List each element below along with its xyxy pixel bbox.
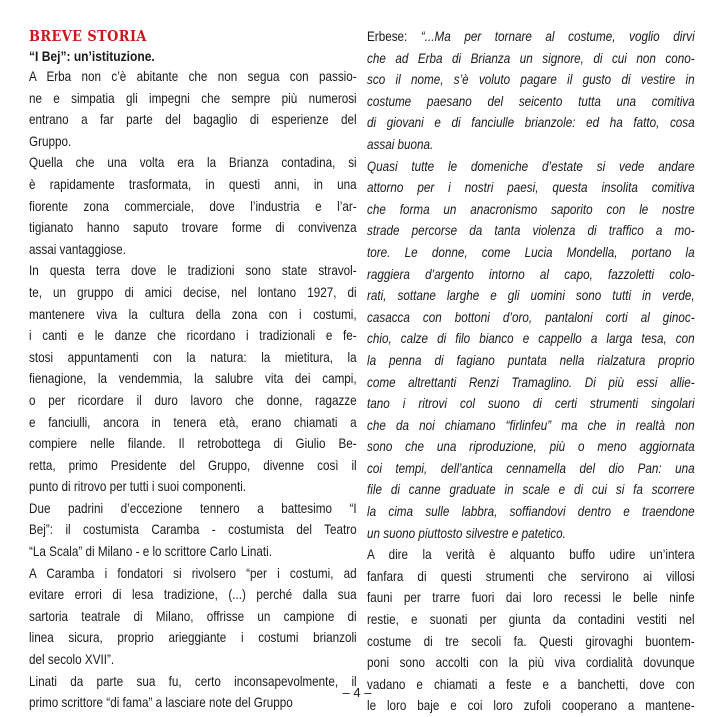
quote-line: sono che una riproduzione, più o meno aggiornata	[367, 439, 695, 455]
body-line: stosi appuntamenti con la natura: la mietitura, la	[29, 349, 357, 365]
quote-line: che ad Erba di Brianza un signore, di cui non cono-	[367, 50, 695, 66]
body-line: ne e simpatia gli impegni che sempre più numerosi	[29, 90, 357, 106]
quote-line: la penna di fagiano puntata nella rialzatura proprio	[367, 352, 695, 368]
quote-line: assai buona.	[367, 136, 434, 152]
body-line: “La Scala” di Milano - e lo scrittore Carlo Linati.	[29, 544, 273, 560]
right-first-italic: “...Ma per tornare al costume, voglio dirvi	[420, 29, 695, 44]
quote-line: raggiera d’argento intorno al capo, fazzoletti colo-	[367, 266, 695, 282]
body-line: i canti e le danze che ricordano i tradizionali e fe-	[29, 328, 357, 344]
quote-line: coi tempi, dell’antica cennamella del dio Pan: una	[367, 460, 695, 476]
quote-line: un suono piuttosto silvestre e patetico.	[367, 525, 566, 541]
quote-line: come altrettanti Renzi Tramaglino. Di più essi allie-	[367, 374, 695, 390]
body-line: A dire la verità è alquanto buffo udire un’intera	[367, 547, 695, 563]
body-line: Quella che una volta era la Brianza contadina, si	[29, 155, 357, 171]
body-line: Due padrini d’eccezione tennero a battesimo “I	[29, 500, 357, 516]
body-line: linea sicura, proprio arieggiante i costumi brianzoli	[29, 630, 357, 646]
body-line: punto di ritrovo per tutti i suoi componenti.	[29, 479, 247, 495]
body-line: o per ricordare il duro lavoro che donne, ragazze	[29, 392, 357, 408]
body-line: restie, e suonati per giunta da contadini vestiti nel	[367, 612, 695, 628]
quote-line: tore. Le donne, come Lucia Mondella, portano la	[367, 244, 695, 260]
body-line: assai vantaggiose.	[29, 241, 126, 257]
right-column	[367, 26, 695, 717]
quote-line: file di canne graduate in scale e di cui si fa scorrere	[367, 482, 695, 498]
body-line: fanfara di questi strumenti che servirono ai villosi	[367, 568, 695, 584]
quote-line: Quasi tutte le domeniche d’estate si vede andare	[367, 158, 695, 174]
body-line: In questa terra dove le tradizioni sono state stravol-	[29, 263, 357, 279]
body-line: è rapidamente trasformata, in questi anni, in una	[29, 176, 357, 192]
quote-line: costume paesano del seicento tutta una comitiva	[367, 93, 695, 109]
body-line: mantenere viva la cultura della zona con i costumi,	[29, 306, 357, 322]
body-line: retta, primo Presidente del Gruppo, divenne così il	[29, 457, 357, 473]
quote-line: che forma un anacronismo saporito con le nostre	[367, 201, 695, 217]
body-line: Linati da parte sua fu, certo inconsapevolmente, il	[29, 673, 357, 689]
quote-line: la cima sulle labbra, soffiandovi dentro e traendone	[367, 504, 695, 520]
body-line: evitare errori di lesa tradizione, (...) perché dalla sua	[29, 587, 357, 603]
quote-line: rati, sottane larghe e gli uomini sono tutti in verde,	[367, 288, 695, 304]
body-line: e fanciulli, ancora in tenera età, erano chiamati a	[29, 414, 357, 430]
body-line: le loro baje e coi loro zufoli cooperano a mantene-	[367, 698, 695, 714]
body-line: fiorente zona commerciale, dove l’industria e l’ar-	[29, 198, 357, 214]
quote-line: attorno per i nostri paesi, questa insolita comitiva	[367, 180, 695, 196]
quote-line: che da noi chiamano “firlinfeu” ma che in realtà non	[367, 417, 695, 433]
quote-line: chio, calze di filo bianco e cappello a larga tesa, con	[367, 331, 695, 347]
body-line: Gruppo.	[29, 133, 72, 149]
subtitle: “I Bej”: un’istituzione.	[29, 48, 155, 64]
body-line: tigianato hanno saputo trovare forme di convivenza	[29, 220, 357, 236]
section-title: BREVE STORIA	[29, 27, 147, 45]
left-body-text	[29, 66, 357, 714]
right-body-text	[367, 26, 695, 717]
body-line: fauni per trarre fuori dai loro recessi le belle ninfe	[367, 590, 695, 606]
body-line: compiere nelle filande. Il retrobottega di Giulio Be-	[29, 436, 357, 452]
right-first-prefix: Erbese:	[367, 29, 421, 44]
quote-line: tano i ritrovi col suono di certi strumenti singolari	[367, 396, 695, 412]
body-line: A Erba non c’è abitante che non segua con passio-	[29, 69, 357, 84]
body-line: poni sono accolti con la più viva cordialità dovunque	[367, 655, 695, 671]
body-line: A Caramba i fondatori si rivolsero “per i costumi, ad	[29, 565, 357, 581]
body-line: vadano e chiamati a feste e a banchetti, dove con	[367, 676, 695, 692]
page-number: – 4 –	[342, 685, 372, 700]
body-line: primo scrittore “di fama” a lasciare note del Gruppo	[29, 695, 293, 711]
body-line: Bej”: il costumista Caramba - costumista del Teatro	[29, 522, 357, 538]
body-line: entrano a far parte del bagaglio di esperienze del	[29, 112, 357, 128]
body-line: fienagione, la vendemmia, la salubre vita dei campi,	[29, 371, 357, 387]
body-line: del secolo XVII”.	[29, 652, 115, 668]
quote-line: sco il nome, s’è voluto pagare il gusto di vestire in	[367, 72, 695, 88]
body-line: sartoria teatrale di Milano, offrisse un campione di	[29, 608, 357, 624]
body-line: te, un gruppo di amici decise, nel lontano 1927, di	[29, 284, 357, 300]
left-column	[29, 26, 357, 714]
quote-line: casacca con bottoni d’oro, pantaloni corti al ginoc-	[367, 309, 695, 325]
right-first-line	[367, 26, 695, 48]
quote-line: strade percorse da tanta violenza di traffico a mo-	[367, 223, 695, 239]
body-line: costume di tre secoli fa. Questi girovaghi buontem-	[367, 633, 695, 649]
quote-line: di giovani e di fanciulle brianzole: ed ha fatto, cosa	[367, 115, 695, 131]
